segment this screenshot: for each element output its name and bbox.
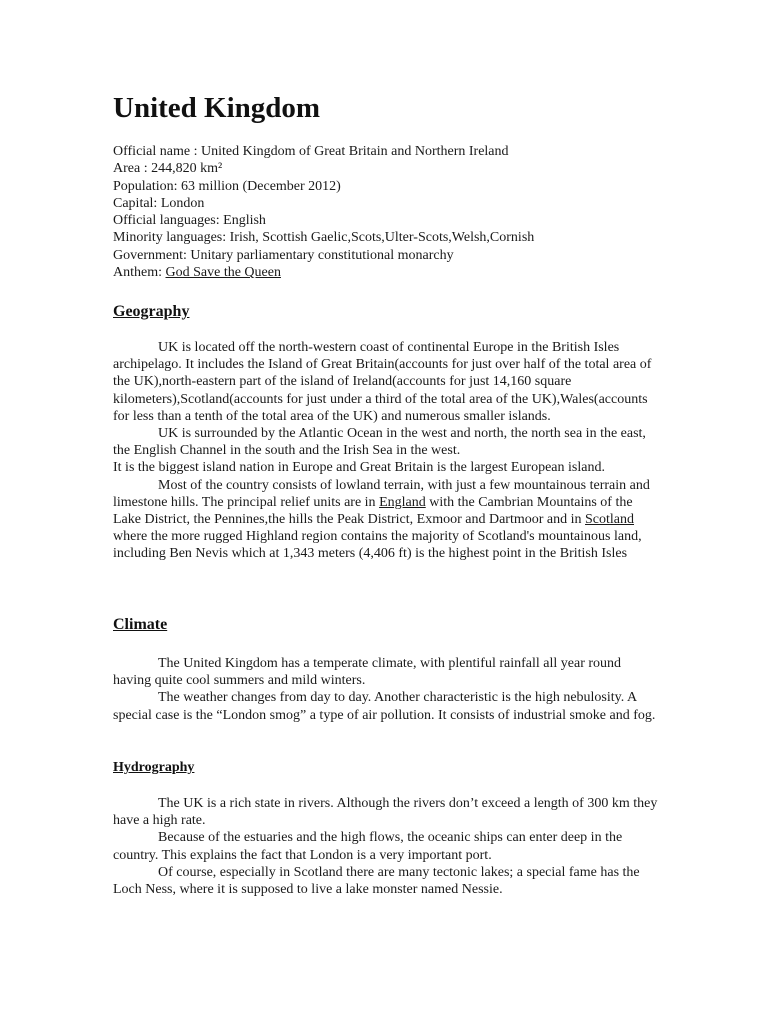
geography-paragraph-island-nation: It is the biggest island nation in Europe and Great Britain is the largest European island. bbox=[113, 460, 605, 476]
climate-paragraph-temperate: The United Kingdom has a temperate climate, with plentiful rainfall all year round having quite cool summers and mild winters. bbox=[113, 656, 622, 689]
fact-population: Population: 63 million (December 2012) bbox=[113, 178, 341, 194]
relief-text-2: with the Cambrian Mountains of the Lake District, the Pennines,the hills the Peak District, Exmoor and Dartmoor and in bbox=[113, 494, 633, 528]
relief-text-3: where the more rugged Highland region contains the majority of Scotland's mountainous land, including Ben Nevis which at 1,343 meters (4,406 ft) is the highest point in the British Isles bbox=[113, 529, 642, 562]
england-link[interactable]: England bbox=[379, 494, 426, 510]
fact-anthem-label: Anthem: bbox=[113, 265, 166, 281]
anthem-link[interactable]: God Save the Queen bbox=[165, 265, 281, 281]
fact-area: Area : 244,820 km² bbox=[113, 161, 223, 177]
fact-minority-languages: Minority languages: Irish, Scottish Gaelic,Scots,Ulter-Scots,Welsh,Cornish bbox=[113, 230, 535, 246]
hydrography-paragraph-rivers: The UK is a rich state in rivers. Although the rivers don’t exceed a length of 300 km they have a high rate. bbox=[113, 796, 658, 829]
fact-government: Government: Unitary parliamentary constitutional monarchy bbox=[113, 247, 454, 263]
hydrography-paragraph-estuaries: Because of the estuaries and the high flows, the oceanic ships can enter deep in the country. This explains the fact that London is a very important port. bbox=[113, 830, 623, 863]
hydrography-section bbox=[113, 795, 661, 898]
geography-heading: Geography bbox=[113, 303, 190, 320]
hydrography-paragraph-lakes: Of course, especially in Scotland there are many tectonic lakes; a special fame has the Loch Ness, where it is supposed to live a lake monster named Nessie. bbox=[113, 864, 640, 898]
fact-official-name: Official name : United Kingdom of Great Britain and Northern Ireland bbox=[113, 144, 509, 159]
geography-section bbox=[113, 339, 661, 563]
scotland-link[interactable]: Scotland bbox=[585, 512, 635, 528]
page-title: United Kingdom bbox=[113, 92, 321, 124]
country-facts bbox=[113, 143, 673, 281]
fact-anthem bbox=[113, 264, 673, 281]
climate-section bbox=[113, 655, 661, 724]
geography-paragraph-location: UK is located off the north-western coast of continental Europe in the British Isles archipelago. It includes the Island of Great Britain(accounts for just over half of the total area of the UK),north-eastern part of the island of Ireland(accounts for just 14,160 square kilometers),Scotland(accounts for just under a third of the total area of the UK),Wales(accounts for less than a tenth of the total area of the UK) and numerous smaller islands. bbox=[113, 340, 652, 424]
climate-heading: Climate bbox=[113, 616, 168, 633]
geography-paragraph-seas: UK is surrounded by the Atlantic Ocean in the west and north, the north sea in the east, the English Channel in the south and the Irish Sea in the west. bbox=[113, 426, 646, 459]
climate-paragraph-weather: The weather changes from day to day. Another characteristic is the high nebulosity. A special case is the “London smog” a type of air pollution. It consists of industrial smoke and fog. bbox=[113, 690, 656, 723]
fact-capital: Capital: London bbox=[113, 195, 205, 211]
relief-text-1: Most of the country consists of lowland terrain, with just a few mountainous terrain and limestone hills. The principal relief units are in bbox=[113, 477, 650, 510]
geography-paragraph-relief bbox=[113, 477, 661, 563]
hydrography-heading: Hydrography bbox=[113, 760, 195, 775]
fact-official-languages: Official languages: English bbox=[113, 213, 266, 229]
